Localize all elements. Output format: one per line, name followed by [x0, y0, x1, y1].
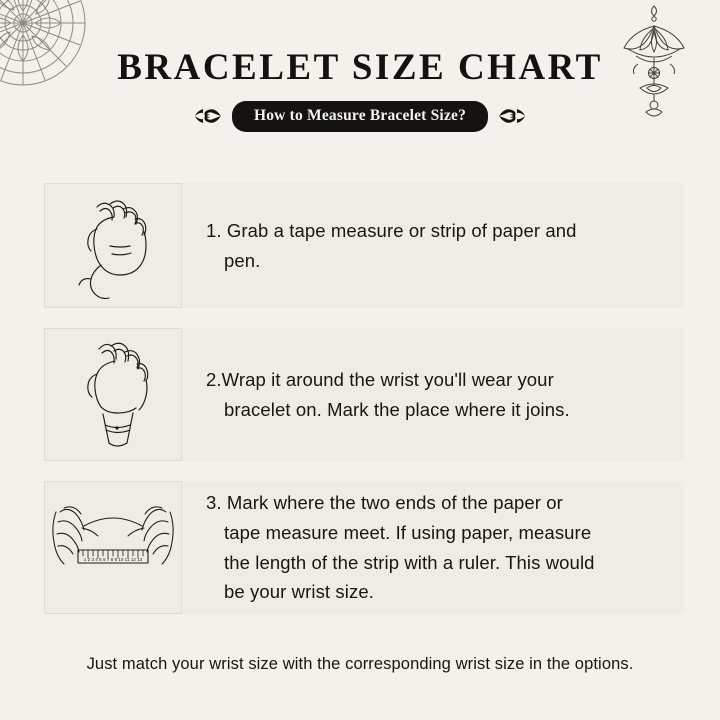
flourish-icon — [193, 105, 223, 127]
steps-list — [44, 183, 684, 634]
ruler-marks: 1 2 3 4 5 6 7 8 9 10 11 12 13 — [83, 556, 143, 562]
subtitle-pill: How to Measure Bracelet Size? — [232, 101, 488, 132]
step-item — [44, 183, 684, 308]
page-title: BRACELET SIZE CHART — [117, 47, 603, 88]
step-line: the length of the strip with a ruler. This would — [224, 551, 595, 573]
step-item — [44, 328, 684, 461]
document-header — [0, 48, 720, 132]
flourish-icon — [497, 105, 527, 127]
step-line: 3. Mark where the two ends of the paper or — [206, 491, 563, 513]
step-text-container — [182, 183, 684, 308]
step-line: tape measure meet. If using paper, measure — [224, 521, 592, 543]
hand-with-tape-illustration — [44, 328, 182, 461]
step-text — [206, 488, 595, 608]
step-text — [206, 216, 577, 276]
fist-hand-illustration — [44, 183, 182, 308]
step-line: bracelet on. Mark the place where it joins. — [224, 398, 570, 420]
footer-note: Just match your wrist size with the corresponding wrist size in the options. — [86, 655, 634, 673]
step-line: be your wrist size. — [224, 581, 374, 603]
step-item — [44, 481, 684, 614]
step-line: pen. — [224, 249, 261, 271]
step-line: 1. Grab a tape measure or strip of paper and — [206, 219, 577, 241]
step-text — [206, 365, 570, 425]
step-text-container — [182, 481, 684, 614]
step-text-container — [182, 328, 684, 461]
subtitle-row — [0, 101, 720, 132]
step-line: 2.Wrap it around the wrist you'll wear your — [206, 368, 554, 390]
hands-with-ruler-illustration — [44, 481, 182, 614]
